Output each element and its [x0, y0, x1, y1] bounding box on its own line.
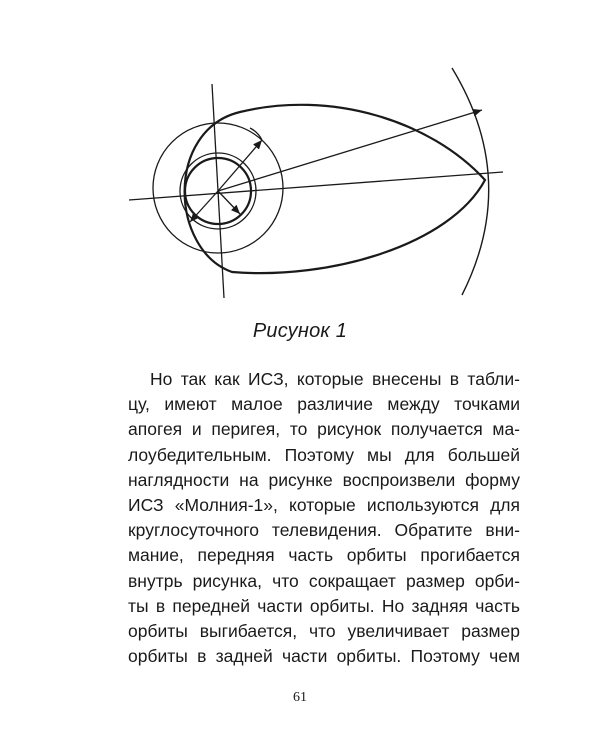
- text-line: орбиты в задней части орбиты. Поэтому чем: [128, 646, 520, 667]
- page-number: 61: [293, 690, 307, 705]
- text-line: ты в передней части орбиты. Но задняя часть: [128, 595, 520, 616]
- body-paragraph: [128, 367, 520, 669]
- text-line: внутрь рисунка, что сокращает размер орби-: [128, 570, 520, 591]
- text-line: лоубедительным. Поэтому мы для большей: [128, 444, 520, 465]
- text-line: цу, имеют малое различие между точками: [128, 394, 520, 415]
- text-line: апогея и перигея, то рисунок получается ма-: [128, 419, 520, 440]
- text-line: круглосуточного телевидения. Обратите вни-: [128, 520, 520, 541]
- radius-arrow-4: [218, 191, 240, 214]
- orbit-diagram-icon: [0, 0, 600, 320]
- text-line: Но так как ИСЗ, которые внесены в табли-: [150, 369, 520, 389]
- text-line: ИСЗ «Молния-1», которые используются для: [128, 494, 520, 515]
- orbit-ellipse: [185, 105, 485, 273]
- text-line: наглядности на рисунке воспроизвели форму: [128, 469, 520, 490]
- orbit-diagram-figure: [0, 0, 600, 320]
- text-line: орбиты выгибается, что увеличивает размер: [128, 620, 520, 641]
- figure-caption: Рисунок 1: [252, 320, 348, 342]
- radius-arrow-2: [218, 110, 482, 191]
- text-line: мание, передняя часть орбиты прогибается: [128, 545, 520, 566]
